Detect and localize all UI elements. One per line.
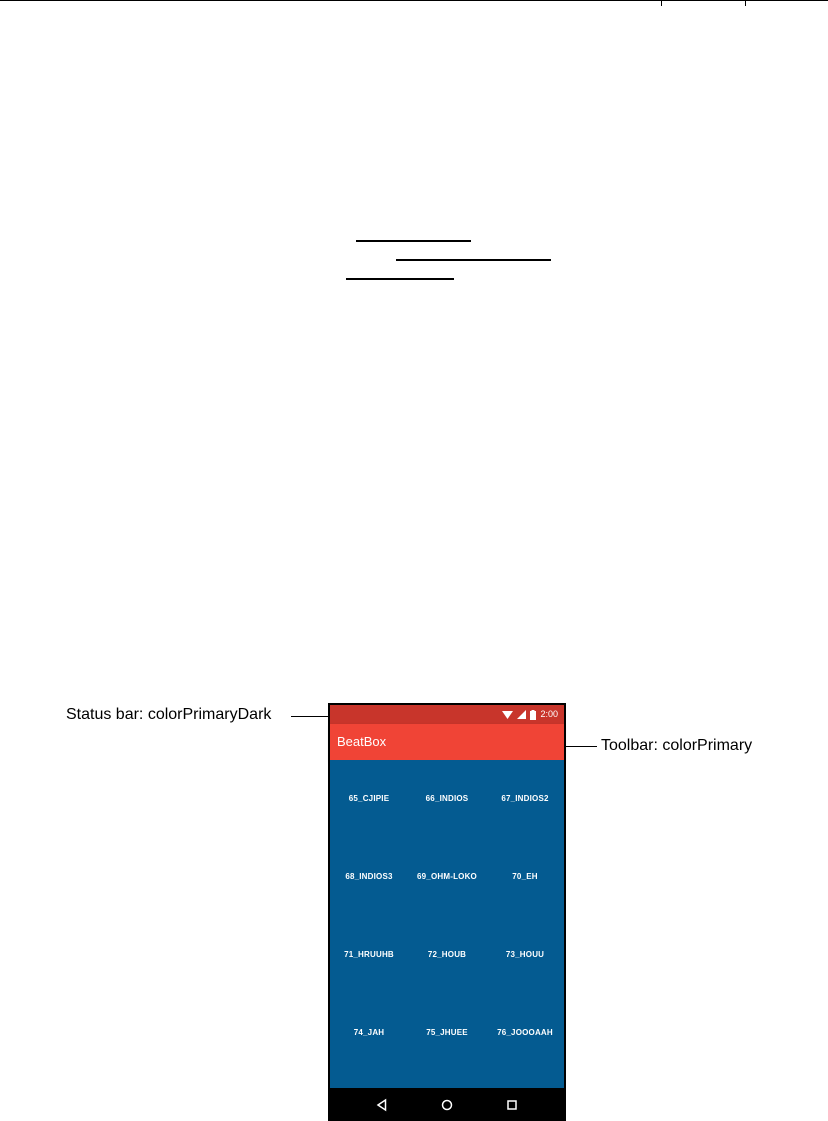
sound-button[interactable]: 67_INDIOS2 bbox=[501, 794, 549, 803]
toolbar-callout: Toolbar: colorPrimary bbox=[601, 737, 753, 754]
sound-button[interactable]: 72_HOUB bbox=[427, 950, 467, 959]
redacted-text-line bbox=[346, 278, 454, 280]
battery-icon bbox=[530, 710, 536, 720]
sound-button[interactable]: 65_CJIPIE bbox=[348, 794, 390, 803]
sound-grid bbox=[330, 760, 564, 1088]
page-rule-tick bbox=[745, 0, 746, 6]
redacted-text-line bbox=[396, 259, 551, 261]
phone-frame bbox=[328, 703, 566, 1121]
sound-button[interactable]: 66_INDIOS bbox=[425, 794, 469, 803]
sound-grid-container bbox=[330, 760, 564, 1088]
navigation-bar bbox=[330, 1088, 564, 1121]
status-bar-callout: Status bar: colorPrimaryDark bbox=[66, 706, 272, 723]
sound-button[interactable]: 75_JHUEE bbox=[426, 1028, 468, 1037]
status-time: 2:00 bbox=[540, 709, 558, 719]
toolbar bbox=[330, 724, 564, 760]
status-bar bbox=[330, 705, 564, 724]
sound-button[interactable]: 70_EH bbox=[512, 872, 538, 881]
recents-icon[interactable] bbox=[505, 1098, 519, 1112]
sound-button[interactable]: 71_HRUUHB bbox=[344, 950, 394, 959]
wifi-icon bbox=[502, 710, 513, 719]
page-top-rule bbox=[0, 0, 828, 1]
signal-icon bbox=[517, 710, 526, 719]
sound-button[interactable]: 68_INDIOS3 bbox=[345, 872, 393, 881]
toolbar-title: BeatBox bbox=[337, 734, 387, 749]
home-icon[interactable] bbox=[440, 1098, 454, 1112]
sound-button[interactable]: 76_JOOOAAH bbox=[497, 1028, 553, 1037]
redacted-text-line bbox=[356, 240, 471, 242]
back-icon[interactable] bbox=[375, 1098, 389, 1112]
sound-button[interactable]: 73_HOUU bbox=[505, 950, 545, 959]
sound-button[interactable]: 69_OHM-LOKO bbox=[417, 872, 477, 881]
sound-button[interactable]: 74_JAH bbox=[353, 1028, 385, 1037]
page-rule-tick bbox=[661, 0, 662, 6]
